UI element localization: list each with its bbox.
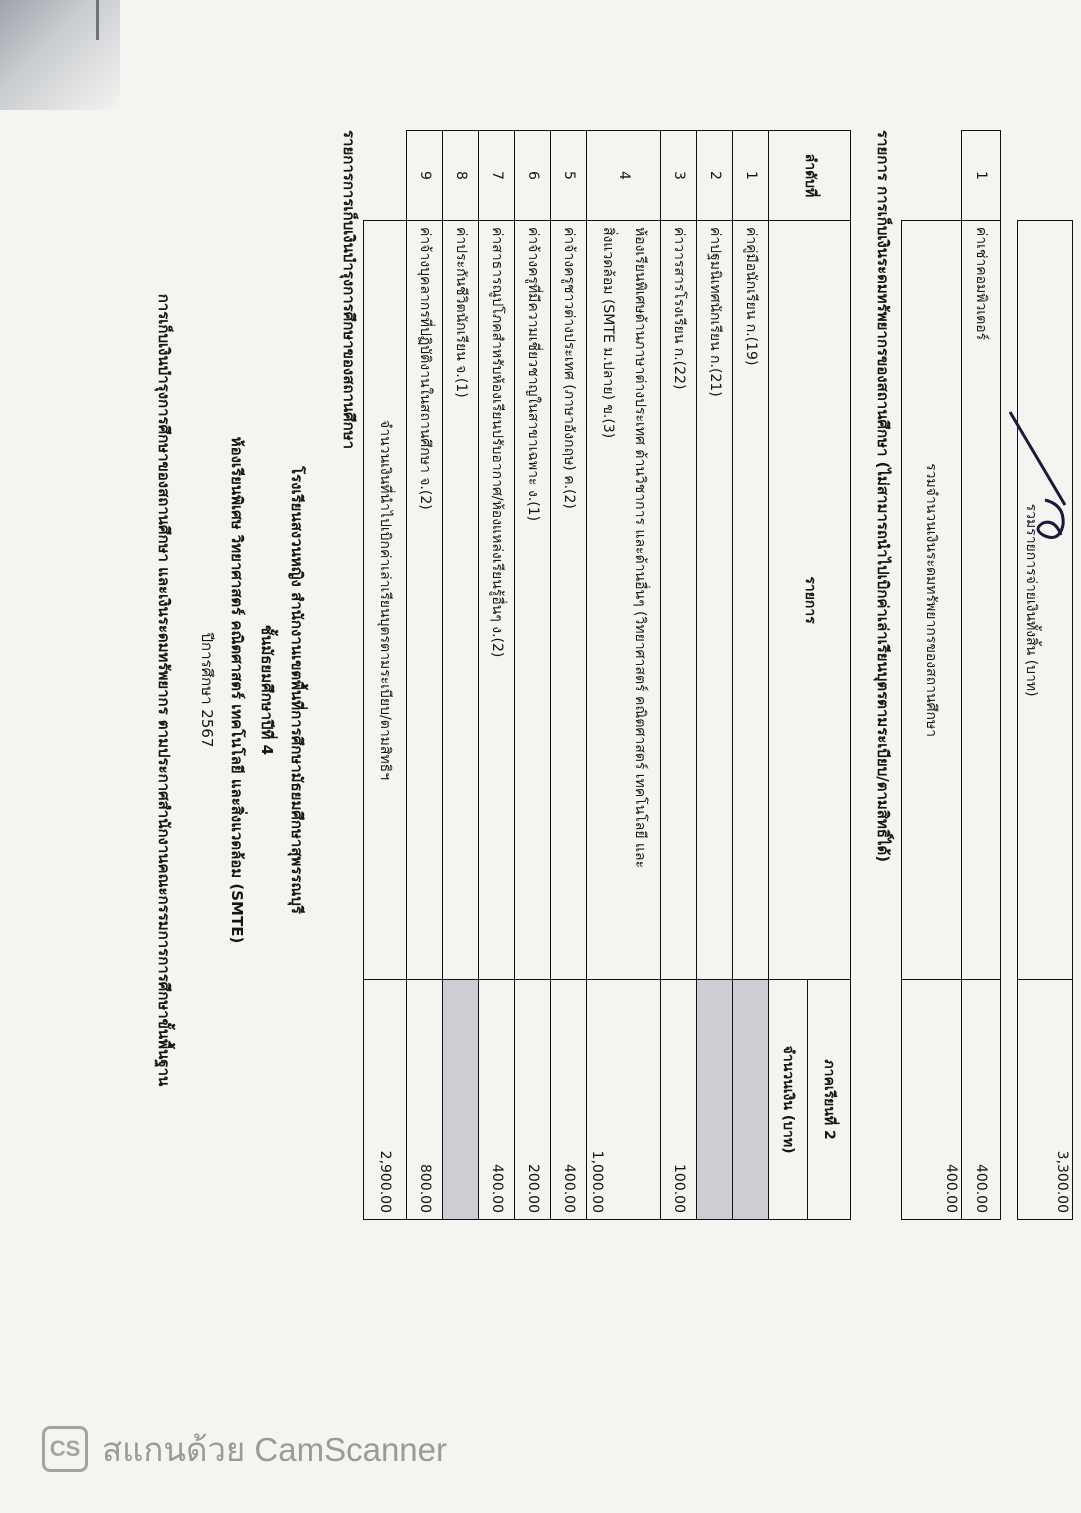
total-amount: 2,900.00 [364, 980, 407, 1220]
col-term-header: ภาคเรียนที่ 2 [807, 980, 850, 1220]
row-no: 7 [479, 131, 515, 221]
total-label: จำนวนเงินที่นำไปเบิกค่าเล่าเรียนบุตรตามระเบียบ/ตามสิทธิฯ [364, 220, 407, 979]
row-no: 3 [661, 131, 697, 221]
row-no: 2 [697, 131, 733, 221]
resource-table [901, 130, 1001, 1220]
col-amount-header: จำนวนเงิน (บาท) [769, 980, 807, 1220]
row-item: ค่าจ้างครูชาวต่างประเทศ (ภาษาอังกฤษ) ค.(2) [551, 220, 587, 979]
row-amount: 400.00 [961, 980, 1000, 1220]
section1-title: รายการการเก็บเงินบำรุงการศึกษาของสถานศึกษา [340, 130, 358, 450]
row-item: ค่าคู่มือนักเรียน ก.(19) [733, 220, 769, 979]
table-row-header [807, 131, 850, 1220]
row-no: 9 [407, 131, 443, 221]
subtotal-amount: 400.00 [902, 980, 962, 1220]
row-item [587, 220, 661, 979]
row-item: ค่าจ้างครูที่มีความเชี่ยวชาญในสาขาเฉพาะ ง.(1) [515, 220, 551, 979]
grand-total-amount: 3,300.00 [1018, 980, 1073, 1220]
fees-table [363, 130, 851, 1220]
grand-total-row [1018, 221, 1073, 1220]
row-item: ค่าประกันชีวิตนักเรียน จ.(1) [443, 220, 479, 979]
row-item: ค่าปฐมนิเทศนักเรียน ก.(21) [697, 220, 733, 979]
table-row [961, 131, 1000, 1220]
table-row [661, 131, 697, 1220]
header-line-4: ชั้นมัธยมศึกษาปีที่ 4 [258, 624, 276, 756]
header-line-1: การเก็บเงินบำรุงการศึกษาของสถานศึกษา และเงินระดมทรัพยากร ตามประกาศสำนักงานคณะกรรมการการศึกษาขั้นพื้นฐาน [155, 293, 173, 1087]
signature-mark [1005, 410, 1075, 550]
row-amount: 200.00 [515, 980, 551, 1220]
row-item-line-1: ห้องเรียนพิเศษด้านภาษาต่างประเทศ ด้านวิชาการ และด้านอื่นๆ (วิทยาศาสตร์ คณิตศาสตร์ เทคโนโลยี และ [631, 226, 648, 869]
row-amount: 100.00 [661, 980, 697, 1220]
table-row [697, 131, 733, 1220]
table-row [407, 131, 443, 1220]
grand-total-label: รวมรายการจ่ายเงินทั้งสิ้น (บาท) [1018, 221, 1073, 980]
row-amount: 1,000.00 [587, 980, 661, 1220]
grand-total-table [1017, 220, 1073, 1220]
col-no-header: ลำดับที่ [769, 131, 851, 221]
table-row [551, 131, 587, 1220]
row-amount: 400.00 [479, 980, 515, 1220]
row-no: 1 [733, 131, 769, 221]
row-item: ค่าสาธารณูปโภคสำหรับห้องเรียนปรับอากาศ/ห้องแหล่งเรียนรู้อื่นๆ ง.(2) [479, 220, 515, 979]
header-line-2: ปีการศึกษา 2567 [198, 632, 216, 748]
table-total-row [364, 131, 407, 1220]
col-item-header: รายการ [769, 220, 851, 979]
table-row [733, 131, 769, 1220]
subtotal-label: รวมจำนวนเงินระดมทรัพยากรของสถานศึกษา [902, 220, 962, 979]
row-amount [733, 980, 769, 1220]
header-line-3: ห้องเรียนพิเศษ วิทยาศาสตร์ คณิตศาสตร์ เทคโนโลยี และสิ่งแวดล้อม (SMTE) [228, 436, 246, 944]
row-no: 5 [551, 131, 587, 221]
section2-title: รายการ การเก็บเงินระดมทรัพยากรของสถานศึกษา (ไม่สามารถนำไปเบิกค่าเล่าเรียนบุตรตามระเบียบ/ตามสิทธิ์ได้) [874, 130, 892, 863]
table-row [479, 131, 515, 1220]
row-amount: 400.00 [551, 980, 587, 1220]
row-item: ค่าจ้างบุคลากรที่ปฏิบัติงานในสถานศึกษา จ.(2) [407, 220, 443, 979]
row-item-line-2: สิ่งแวดล้อม (SMTE ม.ปลาย) ข.(3) [599, 226, 616, 439]
camscanner-watermark [42, 1424, 447, 1474]
table-row [515, 131, 551, 1220]
subtotal-row [902, 131, 962, 1220]
row-item: ค่าวารสารโรงเรียน ก.(22) [661, 220, 697, 979]
table-row [587, 131, 661, 1220]
row-amount [443, 980, 479, 1220]
row-no: 8 [443, 131, 479, 221]
camscanner-text: สแกนด้วย CamScanner [102, 1430, 448, 1468]
row-no: 1 [961, 131, 1000, 221]
row-no: 4 [587, 131, 661, 221]
row-item: ค่าเช่าคอมพิวเตอร์ [961, 220, 1000, 979]
table-row [443, 131, 479, 1220]
row-no: 6 [515, 131, 551, 221]
header-line-5: โรงเรียนสงวนหญิง สำนักงานเขตพื้นที่การศึกษามัธยมศึกษาสุพรรณบุรี [288, 466, 306, 914]
row-amount [697, 980, 733, 1220]
row-amount: 800.00 [407, 980, 443, 1220]
camscanner-logo-icon: CS [42, 1426, 88, 1472]
